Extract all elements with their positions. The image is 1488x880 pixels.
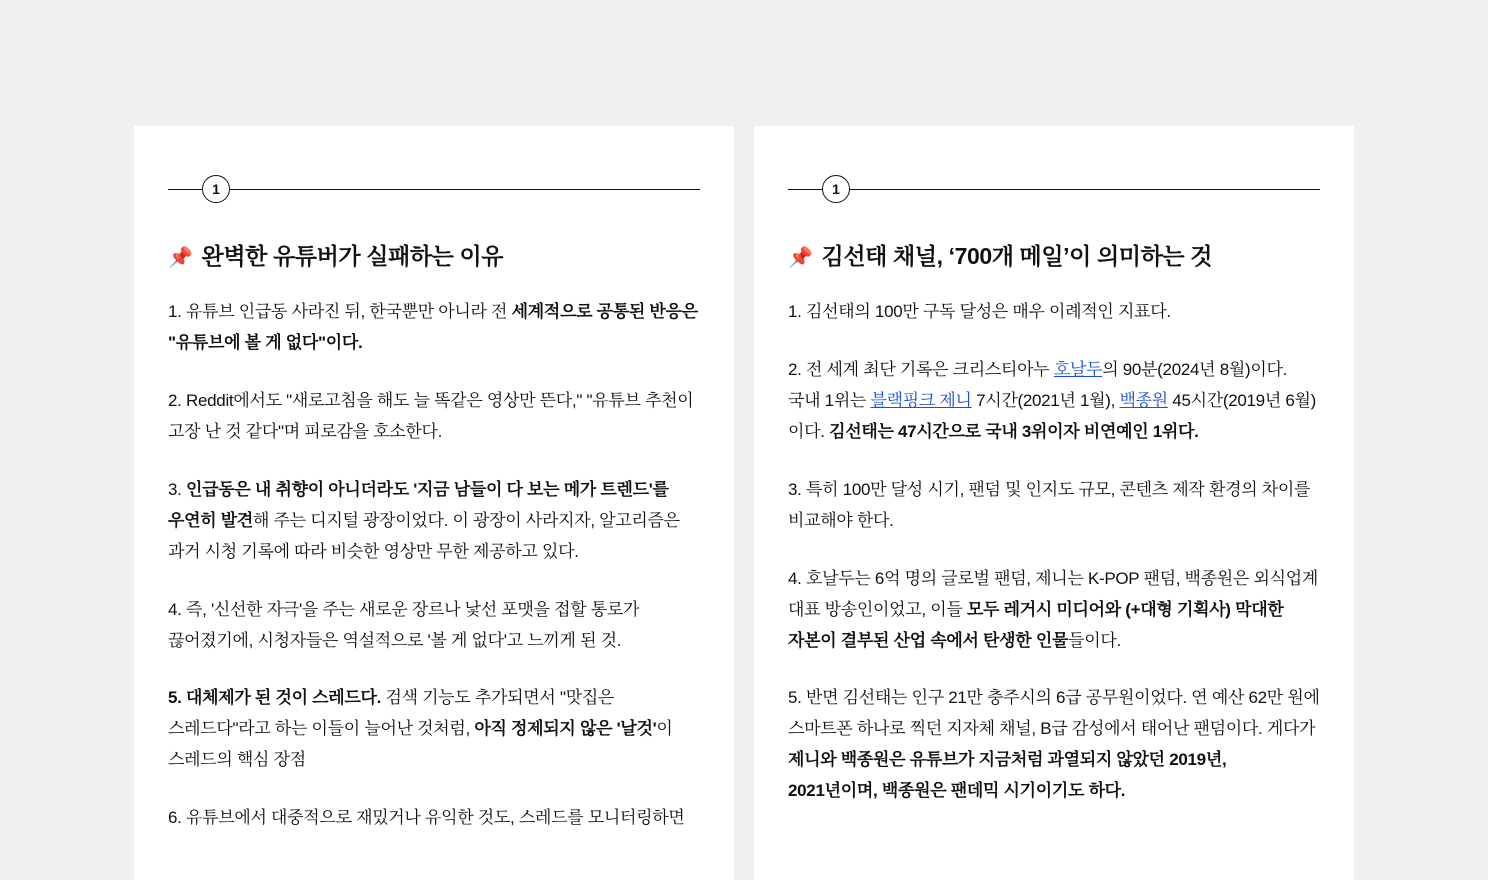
- card-title-right-text: 김선태 채널, ‘700개 메일’이 의미하는 것: [821, 243, 1213, 269]
- section-badge-row-left: [168, 174, 700, 204]
- card-body-right: [788, 297, 1320, 807]
- paragraph: [788, 683, 1320, 807]
- card-title-right: [788, 238, 1320, 271]
- card-title-left: [168, 238, 700, 271]
- text-run: 3. 특히 100만 달성 시기, 팬덤 및 인지도 규모, 콘텐츠 제작 환경의 차이를 비교해야 한다.: [788, 479, 1311, 530]
- text-run: 검색 기능도 추가되면서 "맛집은 스레드다"라고 하는 이들이 늘어난 것처럼,: [168, 688, 615, 739]
- section-badge-row-right: [788, 174, 1320, 204]
- text-run: 1. 김선태의 100만 구독 달성은 매우 이례적인 지표다.: [788, 302, 1171, 321]
- inline-link[interactable]: 호날두: [1053, 359, 1103, 379]
- badge-line-left-short: [168, 189, 202, 190]
- pushpin-icon: 📌: [788, 247, 813, 269]
- paragraph: [788, 355, 1320, 448]
- inline-link[interactable]: 백종원: [1119, 390, 1168, 410]
- badge-line-left-long: [230, 189, 700, 190]
- text-run: 5. 반면 김선태는 인구 21만 충주시의 6급 공무원이었다. 연 예산 62만 원에 스마트폰 하나로 찍던 지자체 채널, B급 감성에서 태어난 팬덤이다. 게다가: [788, 688, 1320, 739]
- paragraph: [168, 386, 700, 448]
- text-emphasis: 인급동은 내 취향이 아니더라도 '지금 남들이 다 보는 메가 트렌드'를 우연히 발견: [168, 479, 669, 530]
- text-run: 1. 유튜브 인급동 사라진 뒤, 한국뿐만 아니라 전: [168, 302, 512, 321]
- card-left: [134, 126, 734, 880]
- paragraph: [168, 297, 700, 359]
- text-run: 4. 호날두는 6억 명의 글로벌 팬덤, 제니는 K-POP 팬덤, 백종원은 외식업계 대표 방송인이었고, 이들: [788, 568, 1318, 619]
- section-number-badge-right: 1: [822, 175, 850, 203]
- text-run: 4. 즉, '신선한 자극'을 주는 새로운 장르나 낯선 포맷을 접할 통로가 끊어졌기에, 시청자들은 역설적으로 '볼 게 없다'고 느끼게 된 것.: [168, 599, 640, 650]
- badge-line-right-long: [850, 189, 1320, 190]
- pushpin-icon: 📌: [168, 247, 193, 269]
- text-emphasis: 5. 대체제가 된 것이 스레드다.: [168, 688, 386, 708]
- text-emphasis: 세계적으로 공통된 반응은 "유튜브에 볼 게 없다"이다.: [168, 302, 698, 352]
- inline-link[interactable]: 블랙핑크 제니: [870, 390, 972, 410]
- card-title-left-text: 완벽한 유튜버가 실패하는 이유: [201, 243, 504, 269]
- text-run: 7시간(2021년 1월),: [971, 390, 1120, 410]
- paragraph: [788, 475, 1320, 537]
- text-emphasis: 모두 레거시 미디어와 (+대형 기획사) 막대한 자본이 결부된 산업 속에서 탄생한 인물: [788, 599, 1284, 650]
- text-run: 2. Reddit에서도 "새로고침을 해도 늘 똑같은 영상만 뜬다," "유튜브 추천이 고장 난 것 같다"며 피로감을 호소한다.: [168, 390, 694, 441]
- text-run: 3.: [168, 479, 187, 499]
- text-run: 이 스레드의 핵심 장점: [168, 719, 673, 770]
- text-emphasis: 제니와 백종원은 유튜브가 지금처럼 과열되지 않았던 2019년, 2021년이며, 백종원은 팬데믹 시기이기도 하다.: [788, 750, 1227, 801]
- text-run: 45시간(2019년 6월)이다.: [788, 390, 1317, 441]
- paragraph: [168, 803, 700, 834]
- text-run: 들이다.: [1068, 630, 1121, 650]
- card-body-left: [168, 297, 700, 834]
- paragraph: [168, 595, 700, 657]
- paragraph: [168, 475, 700, 568]
- text-run: 2. 전 세계 최단 기록은 크리스티아누: [788, 359, 1054, 379]
- text-emphasis: 아직 정제되지 않은 '날것': [474, 719, 657, 739]
- text-run: 의 90분(2024년 8월)이다. 국내 1위는: [788, 359, 1288, 410]
- section-number-badge-left: 1: [202, 175, 230, 203]
- text-run: 6. 유튜브에서 대중적으로 재밌거나 유익한 것도, 스레드를 모니터링하면: [168, 808, 685, 828]
- badge-line-right-short: [788, 189, 822, 190]
- paragraph: [168, 683, 700, 776]
- text-run: 해 주는 디지털 광장이었다. 이 광장이 사라지자, 알고리즘은 과거 시청 기록에 따라 비슷한 영상만 무한 제공하고 있다.: [168, 510, 680, 561]
- paragraph: [788, 564, 1320, 657]
- card-right: [754, 126, 1354, 880]
- text-emphasis: 김선태는 47시간으로 국내 3위이자 비연예인 1위다.: [829, 421, 1199, 441]
- paragraph: [788, 297, 1320, 328]
